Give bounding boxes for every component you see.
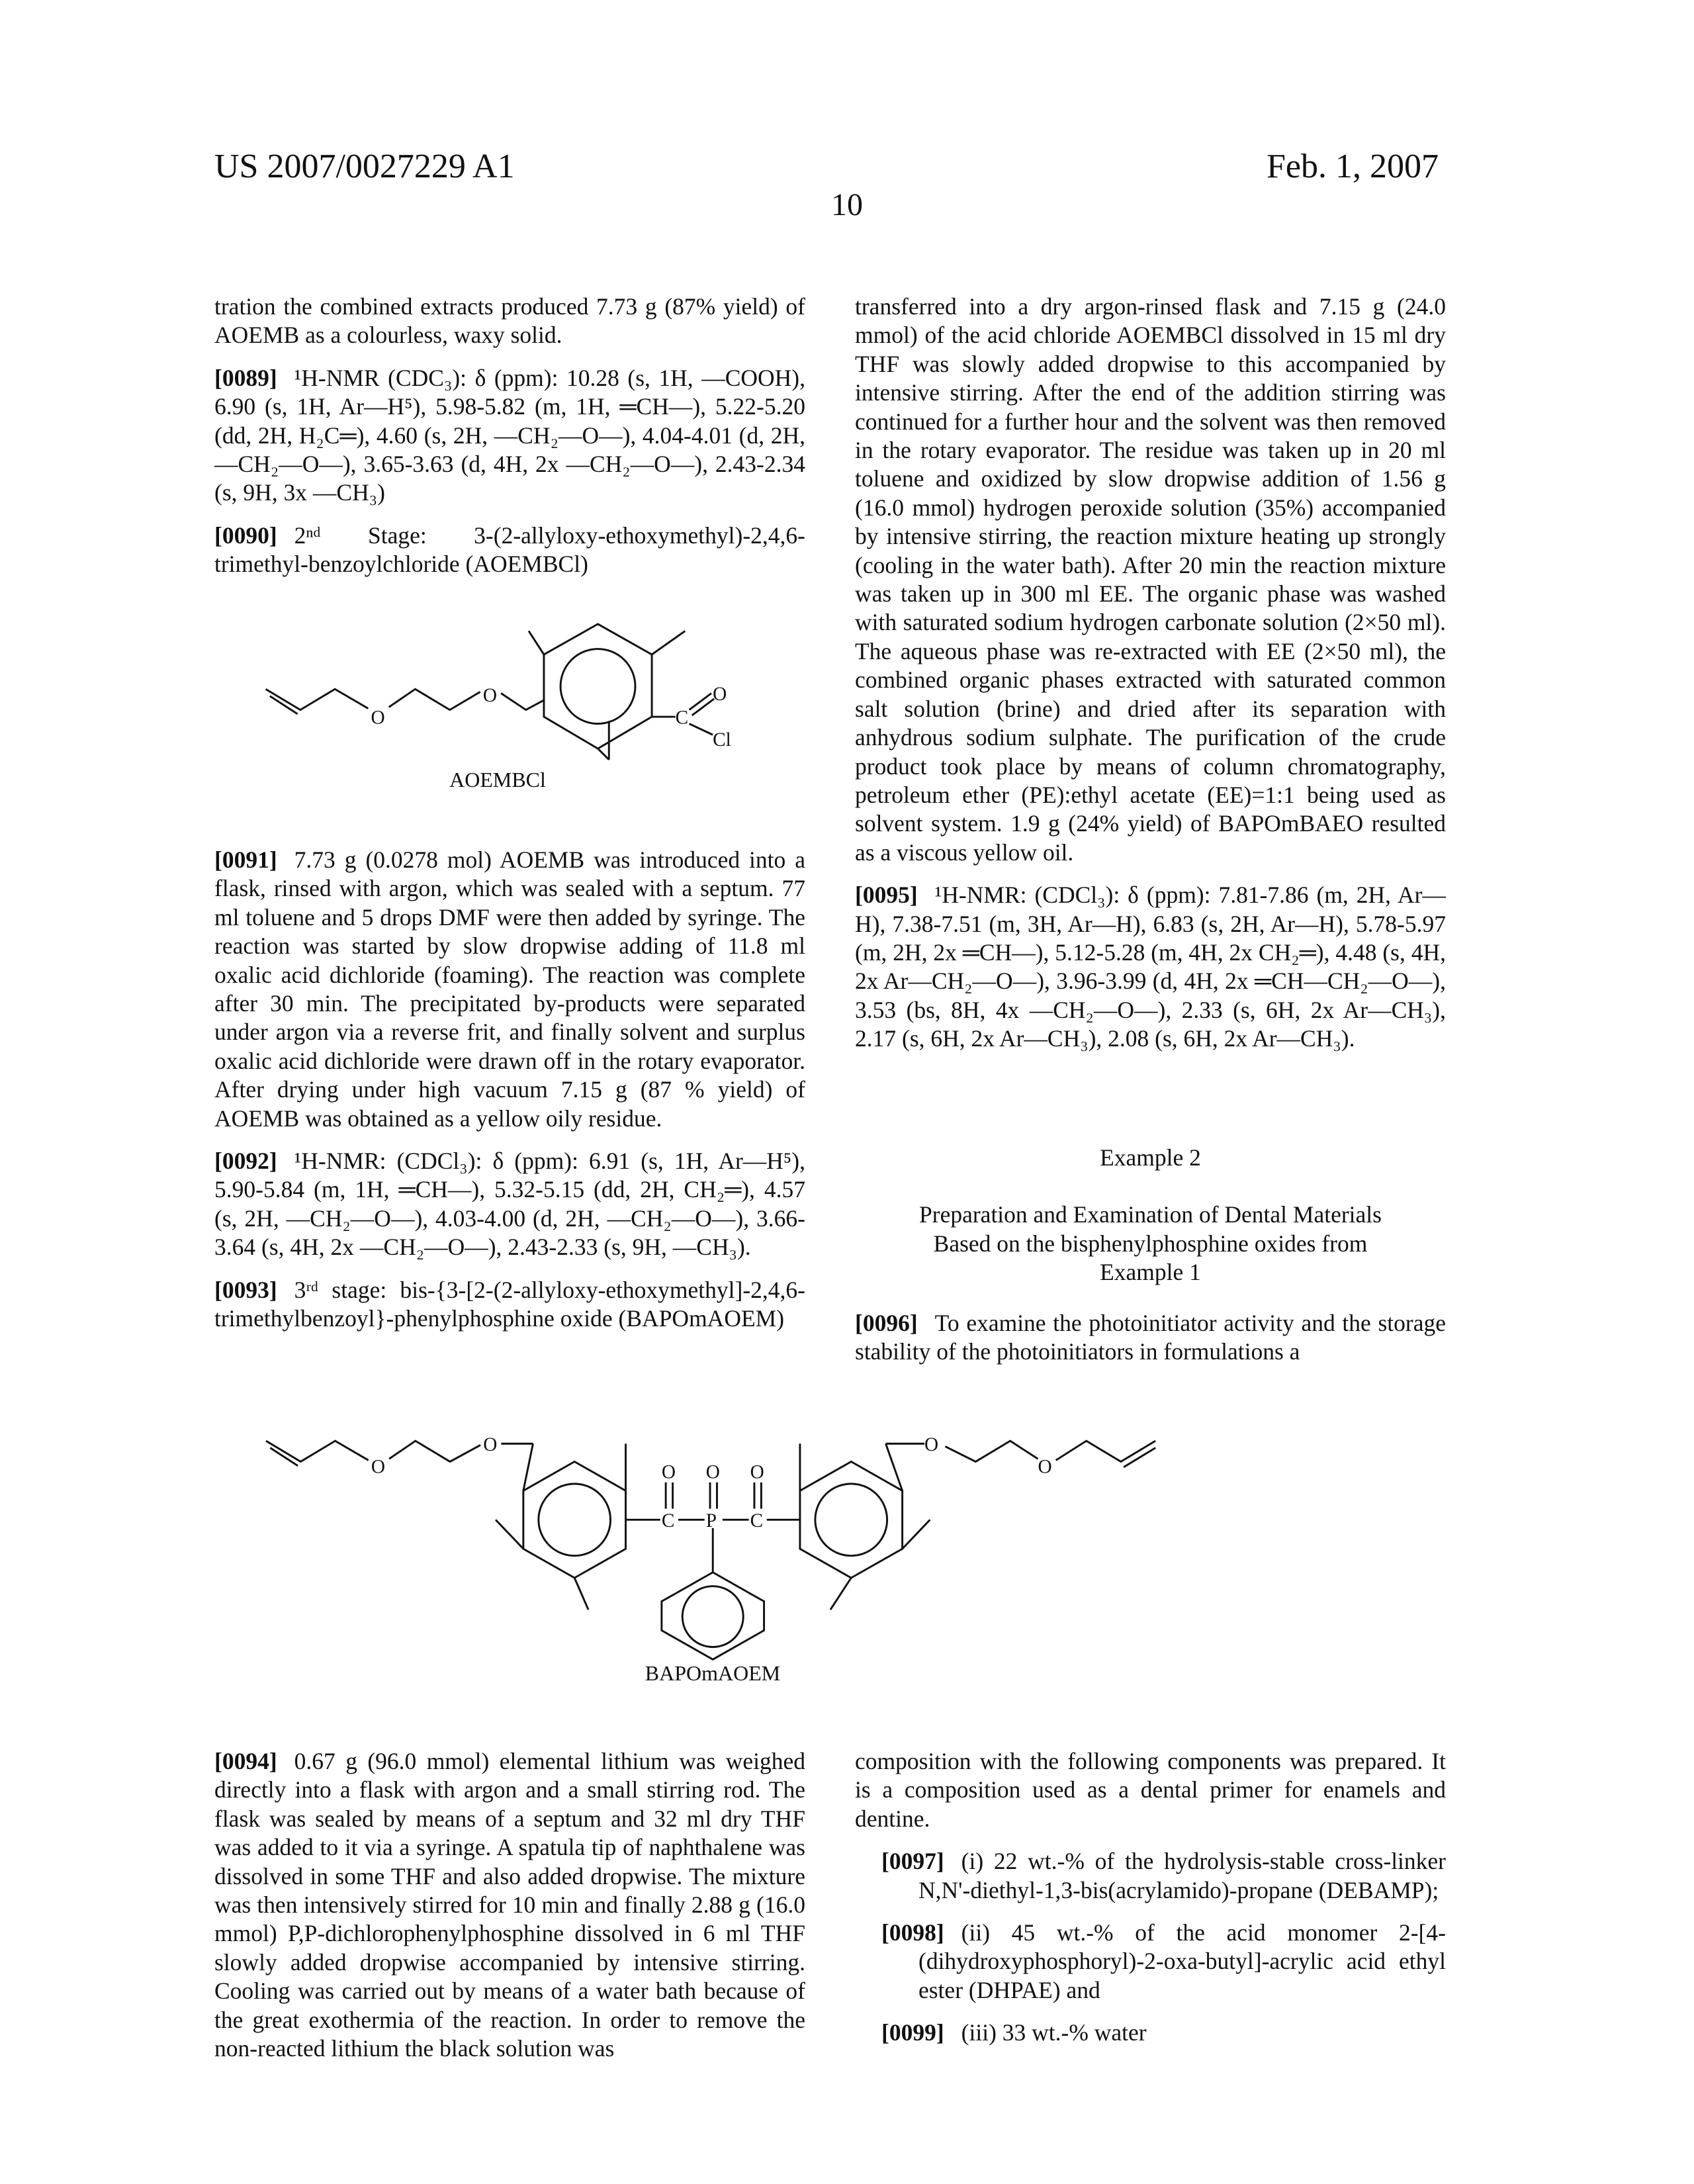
paragraph-number: [0094]: [214, 1748, 277, 1774]
paragraph-number: [0096]: [855, 1310, 918, 1336]
publication-date: Feb. 1, 2007: [1267, 147, 1439, 186]
aoembcl-label: AOEMBCl: [365, 768, 630, 792]
example-heading: Example 2: [855, 1144, 1446, 1172]
right-column-middle: [855, 1309, 1446, 1381]
atom-o: O: [924, 1434, 938, 1455]
paragraph-number: [0092]: [214, 1148, 277, 1174]
paragraph-0096: [855, 1309, 1446, 1367]
paragraph-0090: [214, 522, 805, 579]
paragraph-text: (iii) 33 wt.-% water: [961, 2019, 1147, 2046]
paragraph-0099: [881, 2019, 1446, 2047]
right-column-top: [855, 293, 1446, 1068]
paragraph-text: transferred into a dry argon-rinsed flask and 7.15 g (24.0 mmol) of the acid chloride AOEMBCl dissolved in 15 ml dry THF was slowly added dropwise to this accompanied by intensive stirring. After the end of the addition stirring was continued for a further hour and the solvent was then removed in the rotary evaporator. The residue was taken up in 20 ml toluene and oxidized by slow dropwise addition of 1.56 g (16.0 mmol) hydrogen peroxide solution (35%) accompanied by intensive stirring, the reaction mixture heating up strongly (cooling in the water bath). After 20 min the reaction mixture was taken up in 300 ml EE. The organic phase was washed with saturated sodium hydrogen carbonate solution (2×50 ml). The aqueous phase was re-extracted with EE (2×50 ml), the combined organic phases extracted with saturated common salt solution (brine) and dried after its separation with anhydrous sodium sulphate. The purification of the crude product took place by means of column chromatography, petroleum ether (PE):ethyl acetate (EE)=1:1 being used as solvent system. 1.9 g (24% yield) of BAPOmBAEO resulted as a viscous yellow oil.: [855, 293, 1446, 866]
paragraph-number: [0089]: [214, 365, 277, 391]
patent-number: US 2007/0027229 A1: [214, 147, 515, 186]
example-title-line: Preparation and Examination of Dental Materials: [855, 1201, 1446, 1229]
paragraph-number: [0090]: [214, 522, 277, 549]
paragraph-0092: [214, 1147, 805, 1262]
paragraph-number: [0097]: [881, 1848, 944, 1874]
left-column-bottom: [214, 1747, 805, 2077]
paragraph-0097: [881, 1847, 1446, 1905]
atom-o: O: [483, 685, 497, 706]
atom-o: O: [371, 707, 385, 729]
paragraph-text: (i) 22 wt.-% of the hydrolysis-stable cross-linker N,N'-diethyl-1,3-bis(acrylamido)-propane (DEBAMP);: [918, 1848, 1446, 1903]
atom-o: O: [706, 1462, 720, 1483]
paragraph-0098: [881, 1919, 1446, 2005]
paragraph-text: (ii) 45 wt.-% of the acid monomer 2-[4-(dihydroxyphosphoryl)-2-oxa-butyl]-acrylic acid ethyl ester (DHPAE) and: [918, 1919, 1446, 2003]
example-title-line: Example 1: [855, 1258, 1446, 1287]
paragraph-text: 0.67 g (96.0 mmol) elemental lithium was weighed directly into a flask with argon and a small stirring rod. The flask was sealed by means of a septum and 32 ml dry THF was added to it via a syringe. A spatula tip of naphthalene was dissolved in some THF and also added dropwise. The mixture was then intensively stirred for 10 min and finally 2.88 g (16.0 mmol) P,P-dichlorophenylphosphine dissolved in 6 ml THF slowly added dropwise accompanied by intensive stirring. Cooling was carried out by means of a water bath because of the great exothermia of the reaction. In order to remove the non-reacted lithium the black solution was: [214, 1748, 805, 2062]
atom-o: O: [662, 1462, 676, 1483]
bapomaoem-label: BAPOmAOEM: [580, 1661, 845, 1686]
atom-c: C: [676, 707, 689, 729]
page-number: 10: [715, 187, 979, 223]
paragraph-text: ¹H-NMR: (CDCl₃): δ (ppm): 6.91 (s, 1H, Ar—H⁵), 5.90-5.84 (m, 1H, ═CH—), 5.32-5.15 (dd, 2H, CH₂═), 4.57 (s, 2H, —CH₂—O—), 4.03-4.00 (d, 2H, —CH₂—O—), 3.66-3.64 (s, 4H, 2x —CH₂—O—), 2.43-2.33 (s, 9H, —CH₃).: [214, 1148, 805, 1260]
paragraph-number: [0091]: [214, 846, 277, 873]
atom-o: O: [1038, 1456, 1051, 1477]
atom-c: C: [662, 1510, 675, 1531]
atom-o: O: [483, 1434, 497, 1455]
right-column-bottom: [855, 1747, 1446, 2062]
paragraph-text: To examine the photoinitiator activity and the storage stability of the photoinitiators in formulations a: [855, 1310, 1446, 1365]
paragraph-0094: [214, 1747, 805, 2063]
paragraph-text: ¹H-NMR (CDC₃): δ (ppm): 10.28 (s, 1H, —COOH), 6.90 (s, 1H, Ar—H⁵), 5.98-5.82 (m, 1H, ═CH—), 5.22-5.20 (dd, 2H, H₂C═), 4.60 (s, 2H, —CH₂—O—), 4.04-4.01 (d, 2H, —CH₂—O—), 3.65-3.63 (d, 4H, 2x —CH₂—O—), 2.43-2.34 (s, 9H, 3x —CH₃): [214, 365, 805, 506]
paragraph-text: 3ʳᵈ stage: bis-{3-[2-(2-allyloxy-ethoxymethyl]-2,4,6-trimethylbenzoyl}-phenylphosphine oxide (BAPOmAOEM): [214, 1277, 805, 1332]
atom-o: O: [713, 684, 727, 705]
left-column-top: [214, 293, 805, 593]
paragraph-text: 2ⁿᵈ Stage: 3-(2-allyloxy-ethoxymethyl)-2,4,6-trimethyl-benzoylchloride (AOEMBCl): [214, 522, 805, 577]
paragraph-0091: [214, 846, 805, 1133]
paragraph-0095: [855, 881, 1446, 1053]
paragraph-number: [0098]: [881, 1919, 944, 1946]
example-title-line: Based on the bisphenylphosphine oxides from: [855, 1230, 1446, 1258]
atom-c: C: [750, 1510, 764, 1531]
paragraph-continued: [855, 293, 1446, 867]
paragraph-text: 7.73 g (0.0278 mol) AOEMB was introduced into a flask, rinsed with argon, which was sealed with a septum. 77 ml toluene and 5 drops DMF were then added by syringe. The reaction was started by slow dropwise adding of 11.8 ml oxalic acid dichloride (foaming). The reaction was complete after 30 min. The precipitated by-products were separated under argon via a reverse frit, and finally solvent and surplus oxalic acid dichloride were drawn off in the rotary evaporator. After drying under high vacuum 7.15 g (87 % yield) of AOEMB was obtained as a yellow oily residue.: [214, 846, 805, 1132]
example-block: [855, 1144, 1446, 1287]
paragraph-text: composition with the following components was prepared. It is a composition used as a dental primer for enamels and dentine.: [855, 1748, 1446, 1832]
paragraph-text: ¹H-NMR: (CDCl₃): δ (ppm): 7.81-7.86 (m, 2H, Ar—H), 7.38-7.51 (m, 3H, Ar—H), 6.83 (s, 2H, Ar—H), 5.78-5.97 (m, 2H, 2x ═CH—), 5.12-5.28 (m, 4H, 2x CH₂═), 4.48 (s, 4H, 2x Ar—CH₂—O—), 3.96-3.99 (d, 4H, 2x ═CH—CH₂—O—), 3.53 (bs, 8H, 4x —CH₂—O—), 2.33 (s, 6H, 2x Ar—CH₃), 2.17 (s, 6H, 2x Ar—CH₃), 2.08 (s, 6H, 2x Ar—CH₃).: [855, 882, 1446, 1052]
atom-o: O: [750, 1462, 764, 1483]
left-column-middle: [214, 846, 805, 1347]
paragraph-0089: [214, 364, 805, 508]
bapomaoem-structure: [0, 1423, 1694, 1668]
paragraph-0093: [214, 1276, 805, 1334]
atom-cl: Cl: [713, 729, 731, 751]
atom-o: O: [371, 1456, 385, 1477]
atom-p: P: [706, 1510, 717, 1531]
paragraph-number: [0099]: [881, 2019, 944, 2046]
paragraph-number: [0093]: [214, 1277, 277, 1303]
paragraph-text: tration the combined extracts produced 7.73 g (87% yield) of AOEMB as a colourless, waxy solid.: [214, 293, 805, 348]
paragraph-number: [0095]: [855, 882, 918, 908]
paragraph-continued: [855, 1747, 1446, 1833]
paragraph-continued: [214, 293, 805, 350]
